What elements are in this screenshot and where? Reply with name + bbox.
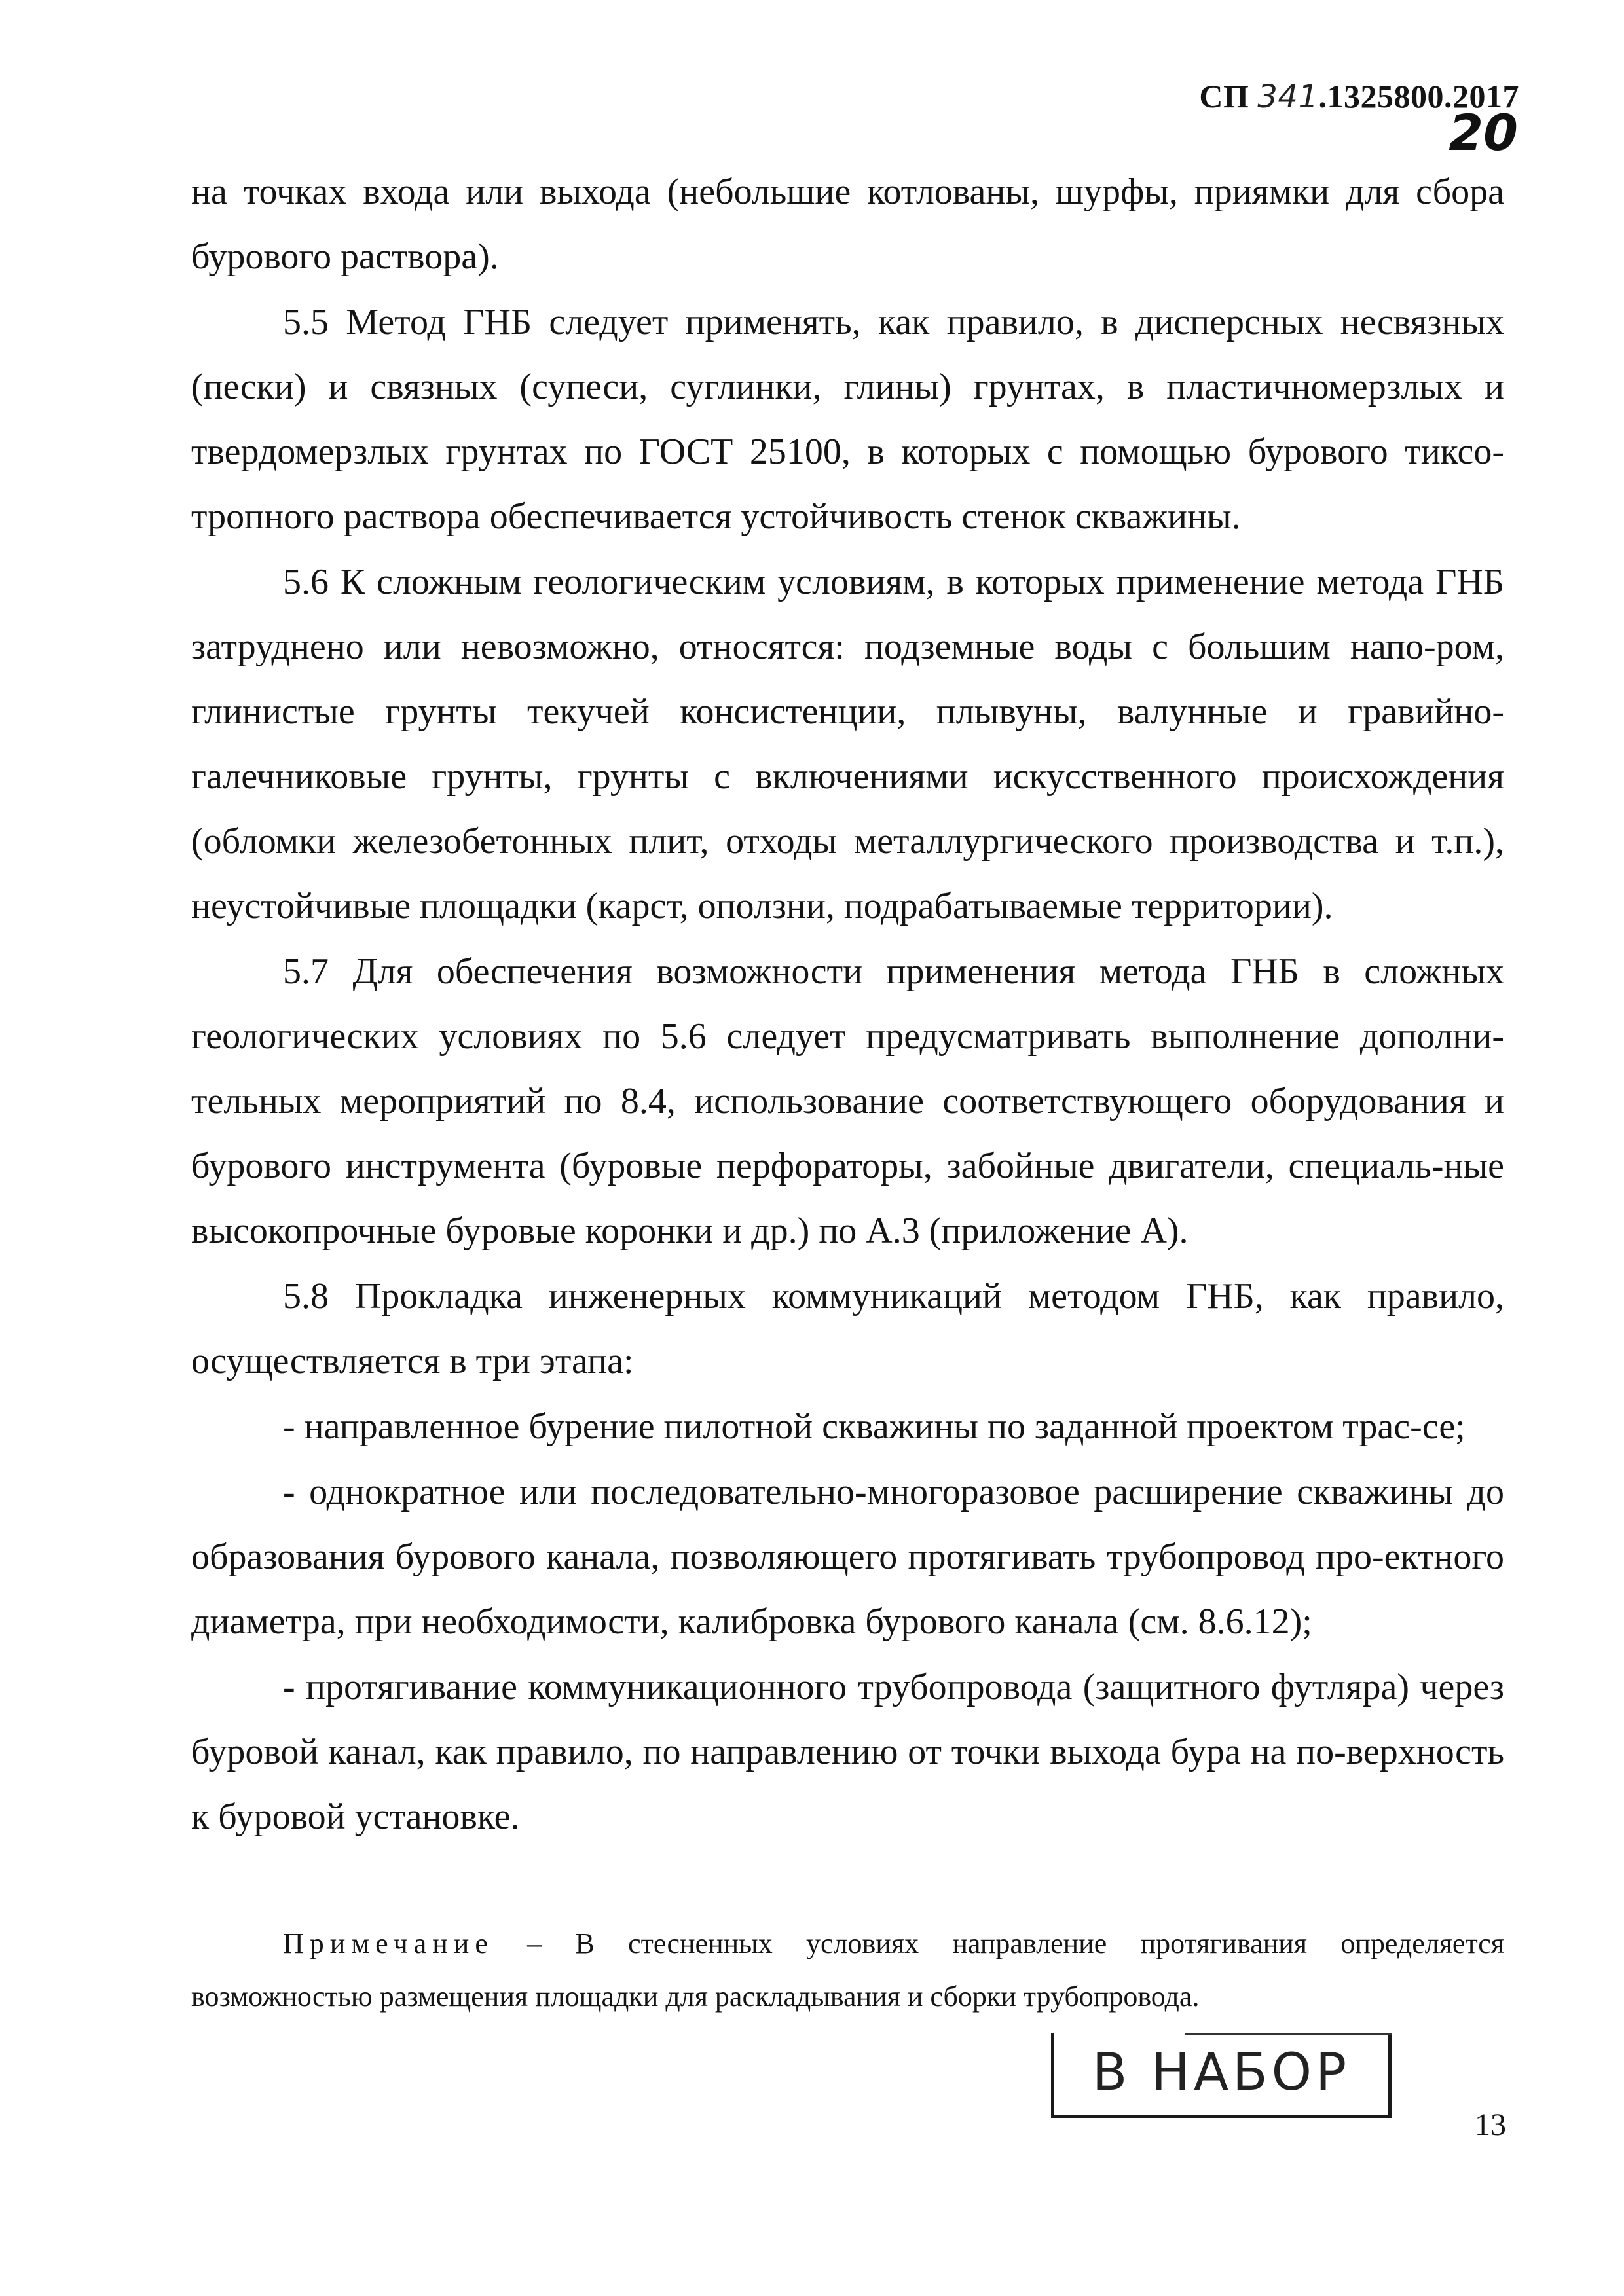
paragraph-5-7: 5.7 Для обеспечения возможности применения метода ГНБ в сложных геологических условиях по 5.6 следует предусматривать выполнение дополни-тельных мероприятий по 8.4, использование соответствующего оборудования и бурового инструмента (буровые перфораторы, забойные двигатели, специаль-ные высокопрочные буровые коронки и др.) по А.3 (приложение А). <box>191 951 1504 1251</box>
page-number: 13 <box>1475 2107 1506 2142</box>
note <box>191 1917 1504 2023</box>
stamp-text: В НАБОР <box>1092 2043 1351 2102</box>
header-suffix: .1325800.2017 <box>1318 78 1519 115</box>
header-prefix: СП <box>1199 78 1258 115</box>
typeset-stamp <box>1051 2033 1392 2118</box>
paragraph-5-6: 5.6 К сложным геологическим условиям, в которых применение метода ГНБ затруднено или невозможно, относятся: подземные воды с большим напо-ром, глинистые грунты текучей консистенции, плывуны, валунные и гравийно-галечниковые грунты, грунты с включениями искусственного происхождения (обломки железобетонных плит, отходы металлургического производства и т.п.), неустойчивые площадки (карст, оползни, подрабатываемые территории). <box>191 562 1504 926</box>
paragraph-5-5: 5.5 Метод ГНБ следует применять, как правило, в дисперсных несвязных (пески) и связных (супеси, суглинки, глины) грунтах, в пластичномерзлых и твердомерзлых грунтах по ГОСТ 25100, в которых с помощью бурового тиксо-тропного раствора обеспечивается устойчивость стенок скважины. <box>191 302 1504 537</box>
note-text: – В стесненных условиях направление протягивания определяется возможностью размещения площадки для раскладывания и сборки трубопровода. <box>191 1927 1504 2013</box>
handwritten-page-number: 20 <box>1449 103 1518 162</box>
list-item-pilot-drilling: - направленное бурение пилотной скважины по заданной проектом трас-се; <box>283 1406 1466 1447</box>
note-label: Примечание <box>283 1927 494 1959</box>
body-text <box>191 160 1504 1850</box>
handwritten-code-number: 341 <box>1257 79 1319 115</box>
paragraph-5-8: 5.8 Прокладка инженерных коммуникаций методом ГНБ, как правило, осуществляется в три этапа: <box>191 1276 1504 1381</box>
paragraph-continuation: на точках входа или выхода (небольшие котлованы, шурфы, приямки для сбора бурового раствора). <box>191 172 1504 277</box>
list-item-reaming: - однократное или последовательно-многоразовое расширение скважины до образования бурового канала, позволяющего протягивать трубопровод про-ектного диаметра, при необходимости, калибровка бурового канала (см. 8.6.12); <box>191 1472 1504 1642</box>
list-item-pullback: - протягивание коммуникационного трубопровода (защитного футляра) через буровой канал, как правило, по направлению от точки выхода бура на по-верхность к буровой установке. <box>191 1667 1504 1837</box>
